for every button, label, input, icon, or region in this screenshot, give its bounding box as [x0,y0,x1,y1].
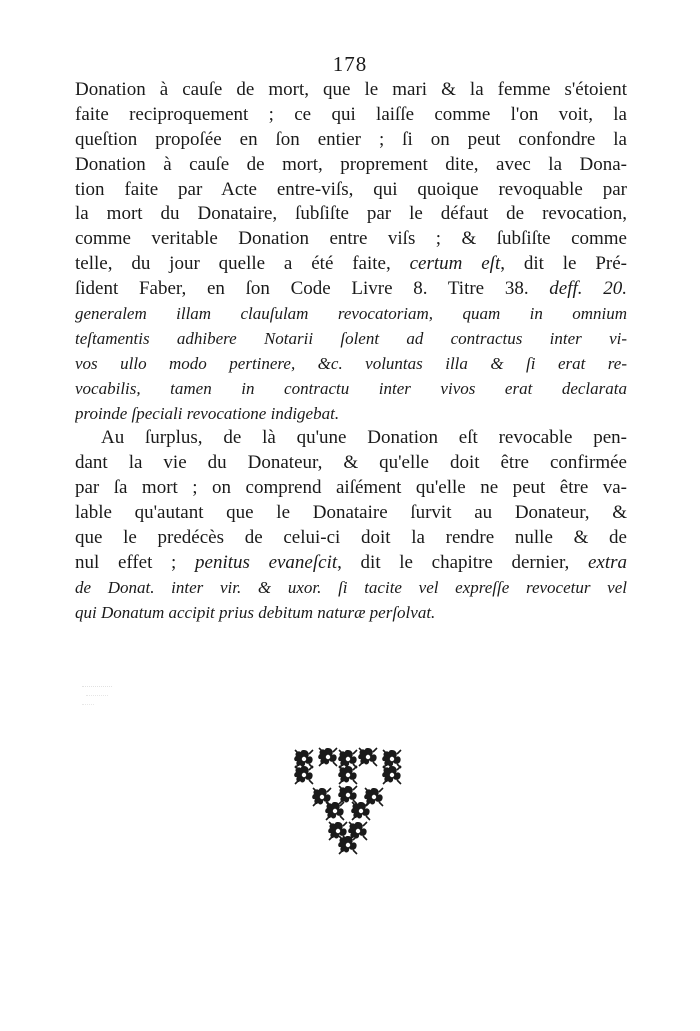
italic-segment: de Donat. inter vir. & uxor. ſi tacite vel expreſſe revocetur vel [75,577,627,597]
text-segment: par ſa mort ; on comprend aiſément qu'elle ne peut être va- [75,477,627,499]
text-segment: Donation à cauſe de mort, proprement dite, avec la Dona- [75,153,627,175]
text-line [75,128,627,153]
text-line [75,451,627,476]
text-segment: faite reciproquement ; ce qui laiſſe comme l'on voit, la [75,103,627,125]
text-segment: queſtion propoſée en ſon entier ; ſi on peut confondre la [75,128,627,150]
text-line [75,103,627,128]
text-segment: Donation à cauſe de mort, que le mari & la femme s'étoient [75,79,627,100]
italic-segment: vocabilis, tamen in contractu inter vivos erat declarata [75,378,627,398]
page-number: 178 [332,52,368,76]
text-segment: tion faite par Acte entre-viſs, qui quoique revoquable par [75,178,627,200]
text-line [75,352,627,377]
show-through-mark [82,680,122,720]
text-line [75,227,627,252]
italic-segment: teſtamentis adhibere Notarii ſolent ad contractus inter vi- [75,328,627,348]
text-line [75,202,627,227]
text-line [75,601,627,626]
text-line [75,476,627,501]
text-segment: que le predécès de celui-ci doit la rendre nulle & de [75,527,627,549]
text-line [75,551,627,576]
italic-segment: qui Donatum accipit prius debitum naturæ perſolvat. [75,602,436,622]
text-line [75,302,627,327]
ornament-row-1 [294,748,401,784]
ornament-row-3 [328,822,367,854]
italic-segment: extra [587,551,627,573]
text-segment: nul effet ; [75,551,196,573]
text-segment: , dit le Pré- [500,253,627,275]
text-line [75,377,627,402]
text-segment: lable qu'autant que le Donataire ſurvit au Donateur, & [75,502,627,524]
text-line [75,576,627,601]
italic-segment: proinde ſpeciali revocatione indigebat. [75,403,340,423]
text-segment: telle, du jour quelle a été faite, [75,253,410,275]
italic-segment: penitus evaneſcit [195,551,338,573]
text-segment: dant la vie du Donateur, & qu'elle doit être confirmée [75,452,627,474]
italic-segment: generalem illam clauſulam revocatoriam, quam in omnium [75,304,627,324]
text-segment: , dit le chapitre dernier, [337,551,588,573]
ornament-row-2 [312,786,383,820]
text-segment: ſident Faber, en ſon Code Livre 8. Titre 38. [75,278,550,300]
text-segment: Au ſurplus, de là qu'une Donation eſt revocable pen- [101,427,627,449]
text-line [75,252,627,277]
tailpiece-ornament [290,745,406,855]
body-text [75,78,627,626]
text-line [75,526,627,551]
italic-segment: certum eſt [409,253,501,275]
text-line [75,277,627,302]
italic-segment: vos ullo modo pertinere, &c. voluntas illa & ſi erat re- [75,353,627,373]
text-line [75,426,627,451]
text-line [75,153,627,178]
italic-segment: deff. 20. [549,278,627,300]
text-segment: comme veritable Donation entre viſs ; & ſubſiſte comme [75,228,627,250]
text-line [75,78,627,103]
text-line [75,402,627,427]
text-line [75,501,627,526]
text-line [75,178,627,203]
text-line [75,327,627,352]
text-segment: la mort du Donataire, ſubſiſte par le défaut de revocation, [75,203,627,225]
